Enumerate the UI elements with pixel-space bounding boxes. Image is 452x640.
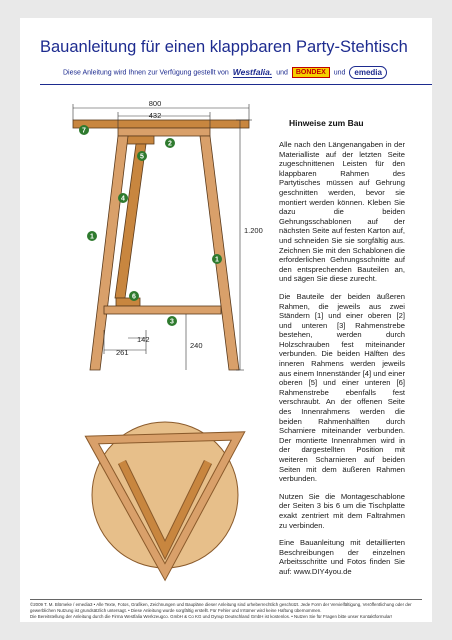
dim-top-inner: 432 bbox=[148, 111, 162, 120]
part-badge-1-right bbox=[212, 254, 222, 264]
svg-text:1: 1 bbox=[215, 256, 219, 264]
connector-text-2: und bbox=[333, 69, 346, 77]
part-badge-1-left bbox=[87, 231, 97, 241]
sponsor-intro-text: Diese Anleitung wird Ihnen zur Verfügung gestellt von bbox=[63, 69, 229, 77]
part-badge-2 bbox=[165, 138, 175, 148]
westfalia-logo: Westfalia. bbox=[232, 67, 273, 77]
dim-top-width: 800 bbox=[148, 99, 162, 108]
hints-heading: Hinweise zum Bau bbox=[289, 118, 364, 128]
footer-copyright: ©2009 T. M. Blömeke / emedia3 • Alle Texte, Fotos, Grafiken, Zeichnungen und Baupläne dieser Anleitung sind urheberrechtlich geschützt. Jede Form der Vervielfältigung, Veröffentlichung oder der gewerblichen Nutzung ist grundsätzlich untersagt. • Diese Anleitung wurde sorgfältig erstellt. Für Fehler und Irrtümer wird keine Haftung übernommen. bbox=[30, 602, 412, 613]
svg-text:2: 2 bbox=[168, 140, 172, 148]
hint-paragraph-1: Alle nach den Längenangaben in der Materialliste auf der letzten Seite zugeschnittenen Leisten für den klappbaren Rahmen des Partytisches müssen auf Gehrung geschnitten werden, bevor sie montiert werden können. Kleben Sie dazu die beiden Gehrungsschablonen auf der nächsten Seite auf festen Karton auf, und schneiden Sie sie sorgfältig aus. Zeichnen Sie mit den Schablonen die erforderlichen Gehrungsschnitte auf den entsprechenden Bauteilen an, und sägen Sie diese zurecht. bbox=[279, 140, 405, 284]
part-badge-4 bbox=[118, 193, 128, 203]
part-badge-6 bbox=[129, 291, 139, 301]
right-outer-leg bbox=[200, 136, 239, 370]
emedia-logo: emedia bbox=[349, 66, 387, 79]
svg-text:5: 5 bbox=[140, 153, 144, 161]
part-badge-5 bbox=[137, 151, 147, 161]
footer-provision: Die Bereitstellung der Anleitung durch die Firma Westfalia Werkzeugco. GmbH & Co KG und Dynup Deutschland GmbH ist kostenlos. • Nutzen Sie für Fragen bitte unser Kontaktformular! bbox=[30, 614, 393, 619]
svg-text:7: 7 bbox=[82, 127, 86, 135]
dim-gap: 142 bbox=[137, 335, 150, 344]
hint-paragraph-4: Eine Bauanleitung mit detaillierten Beschreibungen der einzelnen Arbeitsschritte und Fotos finden Sie auf: www.DIY4you.de bbox=[279, 538, 405, 576]
bondex-logo: BONDEX bbox=[292, 67, 330, 78]
hint-paragraph-3: Nutzen Sie die Montageschablone der Seiten 3 bis 6 um die Tischplatte exakt zentriert mit dem Faltrahmen zu verbinden. bbox=[279, 491, 405, 530]
svg-text:4: 4 bbox=[121, 195, 125, 203]
connector-text-1: und bbox=[276, 69, 288, 77]
lower-strut bbox=[104, 306, 221, 314]
upper-strut bbox=[118, 128, 210, 136]
dim-height: 1.200 bbox=[244, 226, 263, 235]
part-badge-7 bbox=[79, 125, 89, 135]
hint-paragraph-2: Die Bauteile der beiden äußeren Rahmen, die jeweils aus zwei Ständern [1] und einer oberen [2] und unteren [3] Rahmenstrebe bestehen, werden durch Holzschrauben fest miteinander verbunden. Die beiden Hälften des inneren Rahmens werden jeweils aus einem Innenständer [4] und einer oberen [5] und einer unteren [6] Rahmenstrebe ebenfalls fest verschraubt. An der offenen Seite des Innenrahmens werden die beiden Rahmenhälften durch Scharniere miteinander verbunden. Der montierte Innenrahmen wird in der dargestellten Position mit weiteren Scharnieren auf beiden Seiten mit dem äußeren Rahmen verbunden. bbox=[279, 291, 405, 484]
svg-text:3: 3 bbox=[170, 318, 174, 326]
dim-base: 261 bbox=[116, 348, 129, 357]
page-title: Bauanleitung für einen klappbaren Party-Stehtisch bbox=[40, 38, 408, 56]
svg-text:1: 1 bbox=[90, 233, 94, 241]
svg-text:6: 6 bbox=[132, 293, 136, 301]
table-top-plate bbox=[73, 120, 249, 128]
dim-foot: 240 bbox=[190, 341, 203, 350]
part-badge-3 bbox=[167, 316, 177, 326]
